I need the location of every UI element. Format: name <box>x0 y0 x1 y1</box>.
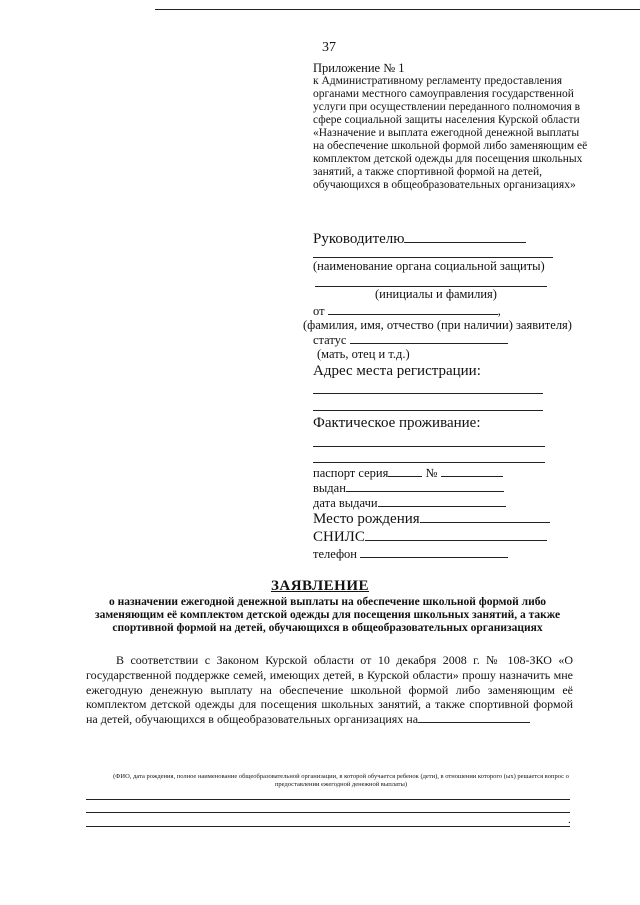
status-caption: (мать, отец и т.д.) <box>317 347 410 361</box>
statement-body-text: В соответствии с Законом Курской области от 10 декабря 2008 г. № 108-ЗКО «О государственной поддержке семей, имеющих детей, в Курской области» прошу назначить мне ежегодную денежную выплату на обеспечение школьной формой либо заменяющим её комплектом детской одежды для посещения школьных занятий, а также спортивной формой на детей, обучающихся в общеобразовательных организациях на <box>86 653 573 727</box>
passport-series-label: паспорт серия <box>313 466 389 480</box>
actual-residence-label: Фактическое проживание: <box>313 415 481 431</box>
issue-date-blank[interactable] <box>378 496 506 507</box>
organ-line[interactable] <box>313 257 553 258</box>
snils-label: СНИЛС <box>313 529 365 545</box>
status-field <box>313 333 508 348</box>
answer-line-2[interactable] <box>86 812 570 813</box>
issue-date-label: дата выдачи <box>313 496 378 510</box>
birthplace-blank[interactable] <box>420 512 550 523</box>
registration-address-label: Адрес места регистрации: <box>313 363 481 379</box>
statement-note: (ФИО, дата рождения, полное наименование общеобразовательной организации, в которой обучается ребенок (дети), в отношении которого (ых) решается вопрос о предоставлении ежегодной денежной выплаты) <box>113 773 569 788</box>
registration-line-1[interactable] <box>313 393 543 394</box>
director-field <box>313 231 526 248</box>
birthplace-label: Место рождения <box>313 511 420 527</box>
snils-field <box>313 529 547 546</box>
registration-line-2[interactable] <box>313 410 543 411</box>
statement-body <box>86 653 573 727</box>
phone-field <box>313 547 508 562</box>
from-field <box>313 304 501 319</box>
issued-by-field <box>313 481 504 496</box>
page-number: 37 <box>322 40 336 55</box>
passport-number-label: № <box>425 466 438 480</box>
appendix-block <box>313 62 588 192</box>
passport-number-blank[interactable] <box>441 466 503 477</box>
appendix-heading: Приложение № 1 <box>313 61 405 75</box>
answer-line-3[interactable] <box>86 826 570 827</box>
status-label: статус <box>313 333 347 347</box>
answer-line-1[interactable] <box>86 799 570 800</box>
phone-blank[interactable] <box>360 547 508 558</box>
answer-trailing-period: . <box>568 814 571 826</box>
initials-caption: (инициалы и фамилия) <box>375 287 497 301</box>
applicant-caption: (фамилия, имя, отчество (при наличии) заявителя) <box>303 318 572 332</box>
director-blank[interactable] <box>404 232 526 243</box>
birthplace-field <box>313 511 550 528</box>
statement-title: ЗАЯВЛЕНИЕ <box>270 578 370 594</box>
from-blank[interactable] <box>328 304 498 315</box>
passport-series-blank[interactable] <box>388 466 422 477</box>
residence-line-2[interactable] <box>313 462 545 463</box>
passport-field <box>313 466 503 481</box>
statement-body-blank[interactable] <box>418 712 530 723</box>
phone-label: телефон <box>313 547 357 561</box>
issued-by-blank[interactable] <box>346 481 504 492</box>
from-label: от <box>313 304 325 318</box>
issued-by-label: выдан <box>313 481 346 495</box>
top-border-line <box>155 9 640 10</box>
statement-subtitle: о назначении ежегодной денежной выплаты на обеспечение школьной формой либо заменяющим её комплектом детской одежды для посещения школьных занятий, а также спортивной формой на детей, обучающихся в общеобразовательных организациях <box>94 596 561 634</box>
status-blank[interactable] <box>350 333 508 344</box>
from-comma: , <box>497 304 501 318</box>
residence-line-1[interactable] <box>313 446 545 447</box>
issue-date-field <box>313 496 506 511</box>
director-label: Руководителю <box>313 231 405 247</box>
organ-caption: (наименование органа социальной защиты) <box>313 259 545 273</box>
appendix-text: к Административному регламенту предоставления органами местного самоуправления государственной услуги при осуществлении переданного полномочия в сфере социальной защиты населения Курской области «Назначение и выплата ежегодной денежной выплаты на обеспечение школьной формой либо заменяющим её комплектом детской одежды для посещения школьных занятий, а также спортивной формой на детей, обучающихся в общеобразовательных организациях» <box>313 75 588 191</box>
snils-blank[interactable] <box>365 530 547 541</box>
